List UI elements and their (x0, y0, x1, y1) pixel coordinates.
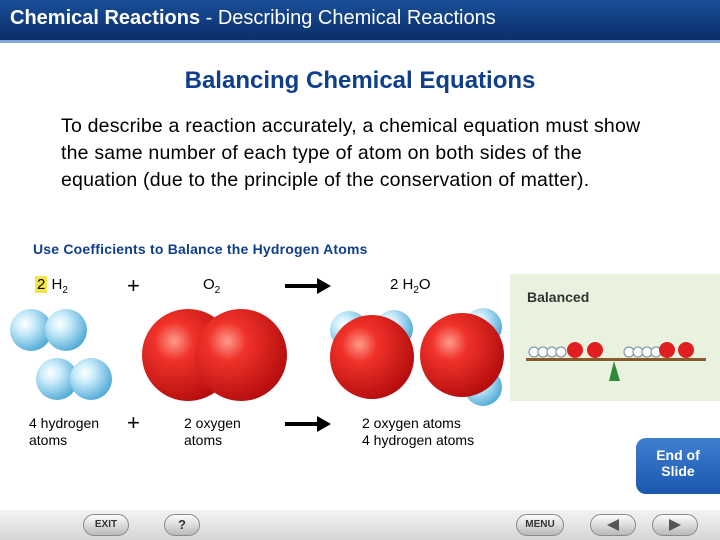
chevron-right-icon (665, 518, 685, 532)
water-molecule-1 (330, 310, 414, 399)
header-separator: - (200, 7, 218, 29)
help-button[interactable]: ? (164, 514, 200, 536)
product-subscript: 2 (413, 285, 419, 296)
molecule-illustration (0, 295, 510, 410)
balance-panel (510, 274, 720, 401)
hydrogen-symbol: H (51, 276, 63, 293)
product-coefficient: 2 H (390, 276, 414, 293)
reaction-arrow-top-icon (285, 277, 331, 295)
balance-scale-icon (510, 336, 720, 386)
body-text: To describe a reaction accurately, a chemical equation must show the same number of each type of atom on both sides of the equation (due to the principle of the conservation of matter). (61, 115, 641, 191)
equation-reactant-hydrogen (35, 276, 68, 296)
header-subtopic: Describing Chemical Reactions (217, 7, 496, 29)
hydrogen-molecule-2 (36, 358, 112, 400)
oxygen-symbol: O (203, 276, 215, 293)
water-molecule-2 (420, 308, 504, 406)
hydrogen-subscript: 2 (62, 285, 68, 296)
exit-button[interactable]: EXIT (83, 514, 129, 536)
oxygen-molecule (142, 309, 287, 401)
end-of-slide-button[interactable]: End of Slide (636, 438, 720, 494)
previous-button[interactable] (590, 514, 636, 536)
label-oxygen-atoms: 2 oxygen atoms (184, 415, 241, 448)
plus-sign-bottom: + (127, 410, 140, 435)
header-topic: Chemical Reactions (10, 7, 201, 29)
label-hydrogen-atoms: 4 hydrogen atoms (29, 415, 100, 448)
plus-sign-top: + (127, 273, 140, 298)
next-button[interactable] (652, 514, 698, 536)
hydrogen-molecule-1 (10, 309, 87, 351)
label-product-atoms: 2 oxygen atoms 4 hydrogen atoms (362, 415, 475, 448)
chevron-left-icon (603, 518, 623, 532)
reaction-arrow-bottom-icon (285, 415, 331, 433)
figure-heading: Use Coefficients to Balance the Hydrogen Atoms (33, 241, 368, 257)
header-bar (0, 0, 720, 40)
menu-button[interactable]: MENU (516, 514, 564, 536)
product-oxygen: O (418, 276, 431, 293)
slide-title: Balancing Chemical Equations (184, 67, 536, 94)
header-divider (0, 40, 720, 43)
equation-reactant-oxygen (203, 276, 220, 296)
footer-nav (0, 500, 720, 540)
coefficient-highlight: 2 (37, 276, 46, 293)
balance-label: Balanced (527, 289, 590, 305)
oxygen-subscript: 2 (214, 285, 221, 296)
equation-product-water (390, 276, 431, 296)
